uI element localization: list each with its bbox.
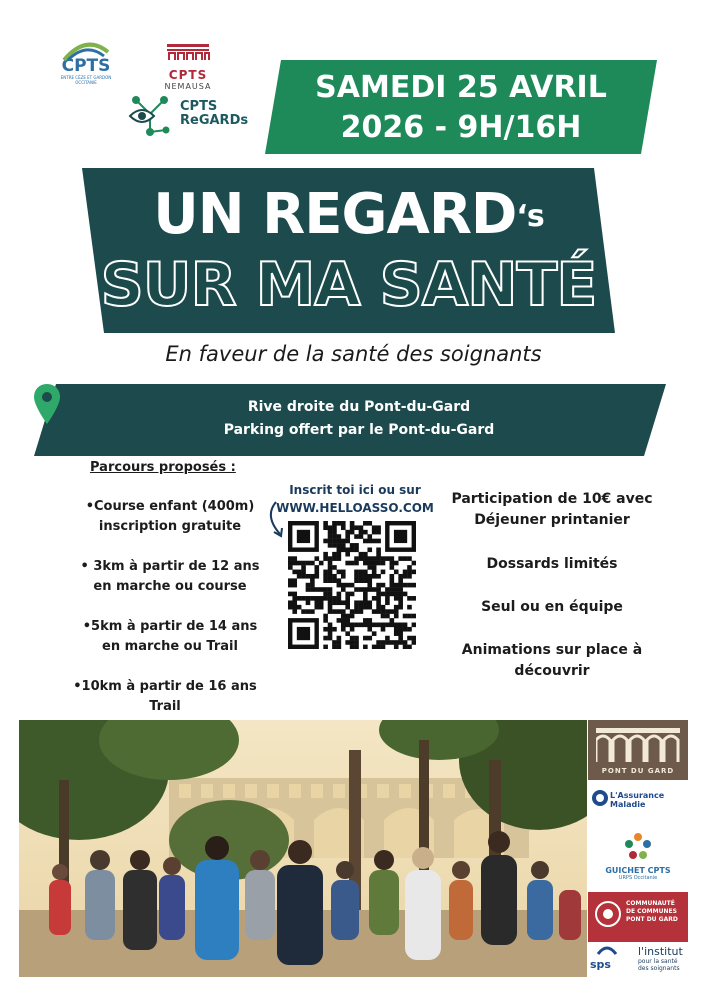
info-line: Seul ou en équipe xyxy=(481,599,623,615)
qr-code[interactable] xyxy=(288,521,416,649)
communaute-line2: DE COMMUNES xyxy=(626,908,677,915)
cpts-regards-line2: ReGARDs xyxy=(180,113,249,128)
cpts-nemausa-sub: NEMAUSA xyxy=(164,82,212,91)
partner-logos xyxy=(588,720,688,978)
location-line-1: Rive droite du Pont-du-Gard xyxy=(247,399,471,415)
communaute-line1: COMMUNAUTÉ xyxy=(626,900,675,907)
parcours-item-line: •5km à partir de 14 ans xyxy=(82,619,258,634)
event-time: 2026 - 9H/16H xyxy=(340,110,582,145)
signup-caption xyxy=(270,481,440,517)
info-item xyxy=(442,554,662,575)
communaute-communes-logo xyxy=(588,892,688,942)
info-item xyxy=(442,640,662,682)
runners-photo xyxy=(19,720,587,977)
title-line-2: SUR MA SANTÉ xyxy=(100,250,597,320)
info-line: Déjeuner printanier xyxy=(474,512,630,528)
date-banner xyxy=(265,60,657,154)
info-line: Animations sur place à xyxy=(461,642,643,658)
arches-icon xyxy=(165,42,211,62)
institut-sps-logo xyxy=(588,944,688,978)
parcours-item-line: en marche ou course xyxy=(93,579,247,594)
cpts-regards-logo xyxy=(126,92,256,138)
info-line: Dossards limités xyxy=(486,556,618,572)
parcours-item xyxy=(70,617,270,657)
institut-name: l'institut xyxy=(638,945,683,958)
signup-url[interactable]: WWW.HELLOASSO.COM xyxy=(276,501,434,515)
guichet-line2: URPS Occitanie xyxy=(618,875,658,881)
pont-du-gard-runners-illustration xyxy=(19,720,587,977)
parcours-item xyxy=(70,497,270,537)
cpts-gard-name: CPTS xyxy=(61,56,111,76)
info-item xyxy=(442,489,662,531)
parcours-title: Parcours proposés : xyxy=(90,460,236,475)
curved-arrow-icon xyxy=(262,500,290,540)
event-date: SAMEDI 25 AVRIL xyxy=(315,70,607,105)
parcours-item-line: en marche ou Trail xyxy=(102,639,238,654)
info-line: Participation de 10€ avec xyxy=(451,491,653,507)
cpts-nemausa-name: CPTS xyxy=(168,68,208,82)
title-suffix: ‘s xyxy=(516,199,544,234)
parcours-item-line: inscription gratuite xyxy=(98,519,242,534)
sps-brand: sps xyxy=(590,958,611,971)
parcours-item xyxy=(70,557,270,597)
pont-du-gard-logo xyxy=(588,720,688,780)
guichet-flower-icon xyxy=(624,832,652,860)
communaute-line3: PONT DU GARD xyxy=(626,916,678,923)
title-main: UN REGARD xyxy=(153,182,517,247)
assurance-maladie-line1: L'Assurance xyxy=(610,791,665,800)
map-pin-icon xyxy=(34,384,60,424)
parcours-item-line: • 3km à partir de 12 ans xyxy=(80,559,260,574)
title-line-1 xyxy=(82,182,615,248)
info-item xyxy=(442,597,662,618)
cpts-regards-line1: CPTS xyxy=(180,99,218,114)
aqueduct-icon xyxy=(596,728,680,762)
guichet-cpts-logo xyxy=(588,828,688,890)
cpts-gard-tagline: ENTRE CÈZE ET GARDON OCCITANIE xyxy=(60,75,112,85)
assurance-maladie-icon xyxy=(591,789,609,807)
parcours-item-line: •Course enfant (400m) xyxy=(85,499,255,514)
pont-du-gard-label: PONT DU GARD xyxy=(601,767,675,775)
guichet-line1: GUICHET CPTS xyxy=(605,866,671,875)
parcours-item xyxy=(60,677,270,717)
sps-wave-icon xyxy=(596,944,618,958)
eye-network-icon xyxy=(126,92,176,138)
institut-sub2: des soignants xyxy=(638,965,680,972)
communaute-emblem-icon xyxy=(594,900,622,928)
institut-sub1: pour la santé xyxy=(638,958,678,965)
location-banner xyxy=(34,384,666,456)
subtitle: En faveur de la santé des soignants xyxy=(165,342,542,366)
parcours-item-line: •10km à partir de 16 ans xyxy=(73,679,257,694)
cpts-gard-logo xyxy=(56,40,116,90)
title-banner xyxy=(82,168,615,333)
signup-line-1: Inscrit toi ici ou sur xyxy=(289,483,421,497)
assurance-maladie-line2: Maladie xyxy=(610,800,646,809)
cpts-nemausa-logo xyxy=(160,42,216,91)
location-line-2: Parking offert par le Pont-du-Gard xyxy=(223,422,495,438)
info-line: découvrir xyxy=(514,663,590,679)
cpts-gard-arc-icon xyxy=(62,40,110,62)
parcours-item-line: Trail xyxy=(149,699,181,714)
assurance-maladie-logo xyxy=(588,785,688,825)
